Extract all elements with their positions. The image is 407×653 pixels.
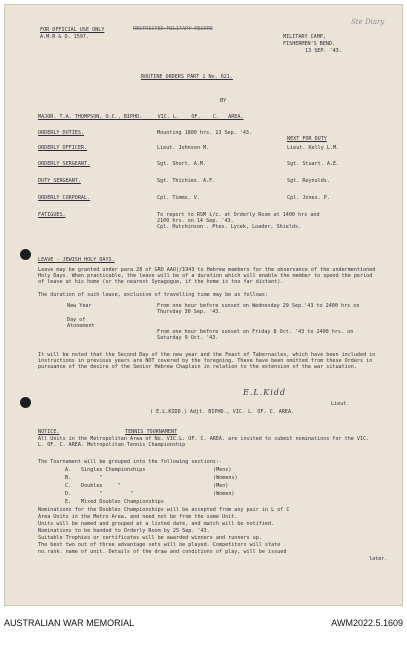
section-group: (Mens): [213, 467, 232, 473]
pencil-annotation: Ste Diary: [351, 18, 385, 26]
section-name: Mixed Doubles Championships: [81, 499, 164, 505]
handwritten-signature: E.L.Kidd: [243, 388, 287, 397]
signer-block: ( E.L.KIDD.) Adjt. BIPHD., VIC. L. OF. C. AREA.: [150, 409, 295, 415]
document-title: ROUTINE ORDERS PART 1 No. 621.: [141, 74, 234, 80]
atonement-label: Day of: [67, 317, 86, 323]
closing-line: Nominations to be handed to Orderly Room by 25 Sep. '43.: [38, 528, 210, 534]
fatigues-line: Cpl. Hutchinson . Ptes. Lycek, Loader, Shields.: [157, 224, 302, 230]
section-letter: B.: [65, 475, 72, 481]
punch-hole: [20, 397, 31, 408]
duty-next: Sgt. Stuart. A.E.: [287, 161, 340, 167]
section-group: (Womens): [213, 475, 238, 481]
section-group: (Women): [213, 491, 235, 497]
duty-value: Sgt. Thichies. A.F.: [157, 178, 216, 184]
duty-label: ORDERLY DUTIES.: [38, 130, 85, 136]
closing-line: The best two out of three advantage sets will be played. Competitors will state: [38, 542, 281, 548]
atonement-label: Atonement: [67, 323, 95, 329]
duration-line: The duration of such leave, exclusive of travelling time may be as follows:: [38, 292, 269, 298]
archive-name: AUSTRALIAN WAR MEMORIAL: [4, 618, 135, 628]
stamped-header: RESTRICTED MILITARY RECORD: [133, 26, 213, 32]
leave-paragraph: Leave may be granted under para 28 of GRO AAO(/1943 to Hebrew members for the observance of the undermentioned Holy Days. When practicable, the leave will be of a duration which will enable the member to spend the period of leave at his home (or the nearest Synagogue, if the home is too far distant).: [38, 267, 376, 286]
archive-reference: AWM2022.5.1609: [331, 618, 403, 628]
duty-label: ORDERLY OFFICER.: [38, 145, 88, 151]
duty-label: ORDERLY CORPORAL.: [38, 195, 91, 201]
duty-value: Cpl. Timms. V.: [157, 195, 200, 201]
duty-value: Mounting 1800 hrs. 13 Sep. '43.: [157, 130, 253, 136]
section-letter: D.: [65, 491, 72, 497]
new-year-label: New Year: [67, 303, 92, 309]
amr-reference: A.M.R & O. 1597.: [40, 34, 90, 40]
duty-value: Sgt. Short. A.M.: [157, 161, 207, 167]
duty-label: DUTY SERGEANT.: [38, 178, 81, 184]
closing-line: Units will be named and grouped at a listed date, and match will be notified.: [38, 521, 275, 527]
tournament-intro: The Tournament will be grouped into the following sections:-: [38, 459, 223, 465]
punch-hole: [20, 249, 31, 260]
section-letter: E.: [65, 499, 72, 505]
duty-next: Lieut. Kelly L.M.: [287, 145, 340, 151]
official-use-label: FOR OFFICIAL USE ONLY: [40, 27, 105, 33]
closing-line: no.rank. name of unit. Details of the draw and conditions of play, will be issued: [38, 549, 287, 555]
closing-line: Area Units in the Metro Area, and need not be from the same Unit.: [38, 514, 238, 520]
fatigues-line: To report to RSM i/c. at Orderly Room at 1400 hrs and: [157, 212, 320, 218]
document-page: [4, 4, 403, 606]
closing-line: Suitable Trophies or certificates will be awarded winners and runners up.: [38, 535, 262, 541]
section-letter: C.: [65, 483, 72, 489]
leave-heading: LEAVE - JEWISH HOLY DAYS.: [38, 257, 115, 263]
document-date: 13 SEP. '43.: [305, 48, 342, 54]
note-paragraph: It will be noted that the Second Day of the new year and the Feast of Tabernacles, which have been included in instructions in previous years are NOT covered by the foregoing. These have been omitted from these Orders in pursuance of the desire of the Senior Hebrew Chaplain in relation to the extension of the war situation.: [38, 352, 376, 371]
later-note: later.: [369, 556, 388, 562]
duty-next: Cpl. Jones. P.: [287, 195, 330, 201]
fatigues-label: FATIGUES.: [38, 212, 66, 218]
notice-heading: TENNIS TOURNAMENT: [125, 429, 178, 435]
notice-label: NOTICE.: [38, 429, 60, 435]
section-name: ": [81, 475, 103, 481]
author-line: MAJOR. T.A. THOMPSON, O.C., BIPHD. VIC. L. OF. C. AREA.: [38, 114, 244, 120]
fatigues-line: 2100 hrs. on 14 Sep. '43.: [157, 218, 234, 224]
new-year-dates: From one hour before sunset on Wednesday 29 Sep.'43 to 2400 hrs on Thursday 30 Sep. '43.: [157, 303, 360, 316]
next-for-duty-heading: NEXT FOR DUTY: [287, 136, 327, 142]
camp-name: MILITARY CAMP,: [283, 34, 326, 40]
camp-location: FISHERMEN'S BEND.: [283, 41, 336, 47]
section-letter: A.: [65, 467, 72, 473]
duty-value: Lieut. Johnson M.: [157, 145, 210, 151]
archive-footer: [0, 608, 407, 653]
section-name: Singles Championships: [81, 467, 146, 473]
duty-next: Sgt. Reynolds.: [287, 178, 330, 184]
by-label: BY: [220, 98, 227, 104]
duty-label: ORDERLY SERGEANT.: [38, 161, 91, 167]
signer-rank: Lieut.: [331, 401, 350, 407]
section-name: " ": [81, 491, 134, 497]
section-group: (Men): [213, 483, 229, 489]
section-name: Doubles ": [81, 483, 121, 489]
atonement-dates: From one hour before sunset on Friday 8 Oct. '43 to 2400 hrs. on Saturday 9 Oct. '43.: [157, 329, 354, 342]
closing-line: Nominations for the Doubles Championships will be accepted from any pair in L of C: [38, 507, 290, 513]
notice-paragraph: All Units in the Metropolitan Area of No. VIC.L. OF. C. AREA. are invited to submit nominations for the VIC. L. OF. C. AREA. Metropolitan Tennis Championship: [38, 436, 370, 449]
